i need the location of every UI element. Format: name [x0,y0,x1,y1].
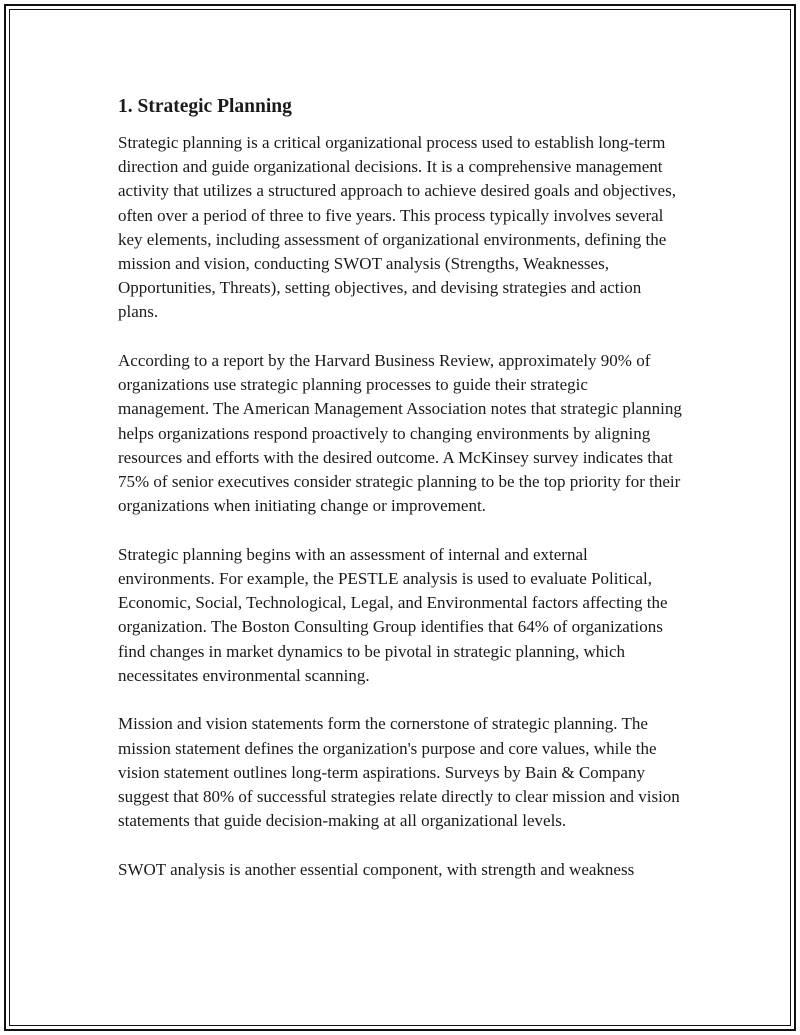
paragraph-environment-assessment: Strategic planning begins with an assessment of internal and external environments. For example, the PESTLE analysis is used to evaluate Political, Economic, Social, Technological, Legal, and Environmental factors affecting the organization. The Boston Consulting Group identifies that 64% of organizations find changes in market dynamics to be pivotal in strategic planning, which necessitates environmental scanning. [118,544,668,685]
paragraph-swot: SWOT analysis is another essential component, with strength and weakness [118,859,635,879]
document-page [118,93,683,906]
paragraph-statistics: According to a report by the Harvard Business Review, approximately 90% of organizations use strategic planning processes to guide their strategic management. The American Management Association notes that strategic planning helps organizations respond proactively to changing environments by aligning resources and efforts with the desired outcome. A McKinsey survey indicates that 75% of senior executives consider strategic planning to be the top priority for their organizations when initiating change or improvement. [118,351,682,516]
paragraph-mission-vision: Mission and vision statements form the cornerstone of strategic planning. The mission statement defines the organization's purpose and core values, while the vision statement outlines long-term aspirations. Surveys by Bain & Company suggest that 80% of successful strategies relate directly to clear mission and vision statements that guide decision-making at all organizational levels. [118,714,680,831]
paragraph-intro: Strategic planning is a critical organizational process used to establish long-term direction and guide organizational decisions. It is a comprehensive management activity that utilizes a structured approach to achieve desired goals and objectives, often over a period of three to five years. This process typically involves several key elements, including assessment of organizational environments, defining the mission and vision, conducting SWOT analysis (Strengths, Weaknesses, Opportunities, Threats), setting objectives, and devising strategies and action plans. [118,133,676,322]
section-heading: 1. Strategic Planning [118,96,292,117]
